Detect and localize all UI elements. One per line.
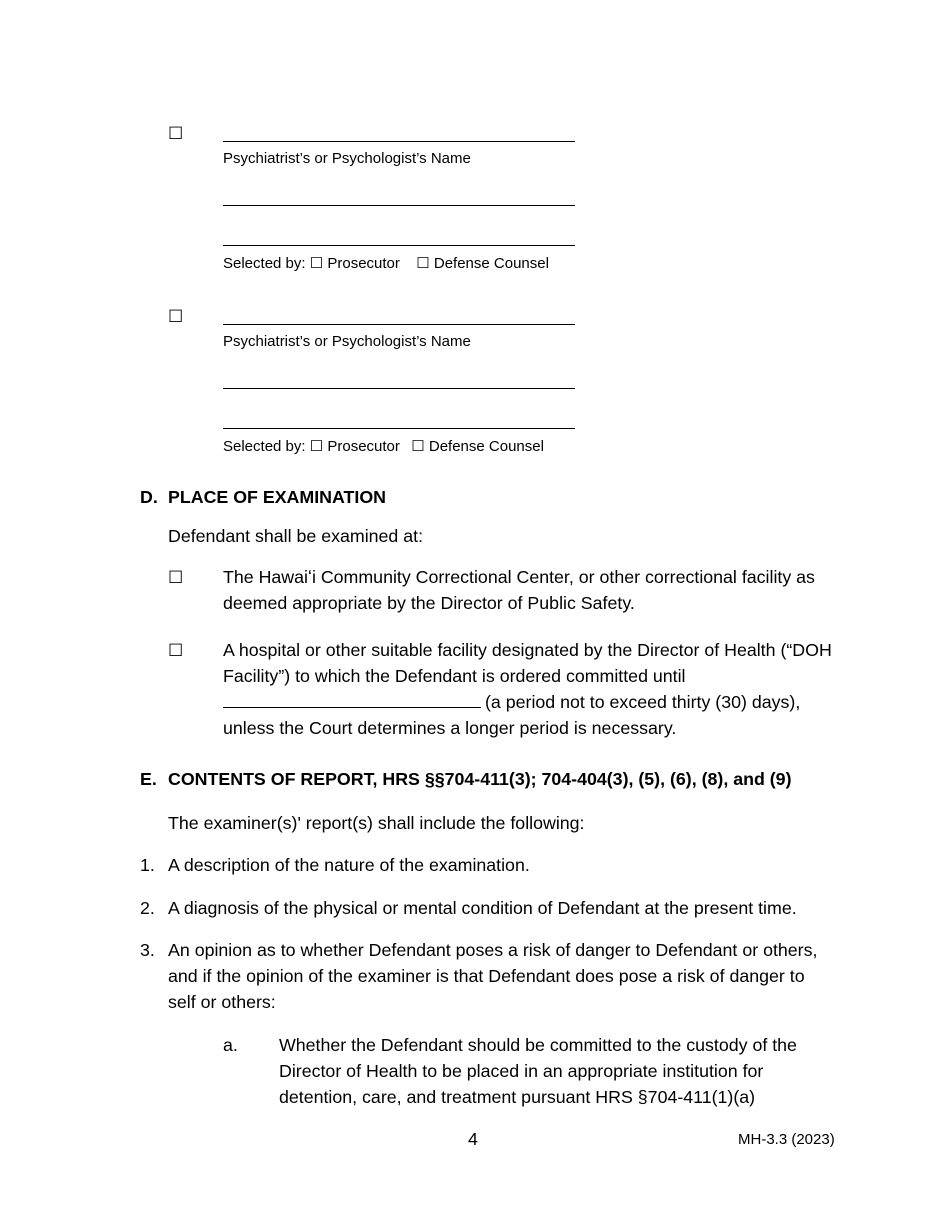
facility-option-2-text xyxy=(223,637,835,741)
defense-counsel-label: Defense Counsel xyxy=(433,255,549,272)
section-e-title: CONTENTS OF REPORT, HRS §§704-411(3); 704-404(3), (5), (6), (8), and (9) xyxy=(168,769,792,789)
examiner-1-name-label: Psychiatrist’s or Psychologist’s Name xyxy=(223,150,471,167)
defense-counsel-checkbox[interactable]: ☐ xyxy=(416,255,430,272)
section-d-intro: Defendant shall be examined at: xyxy=(168,526,424,546)
defense-counsel-checkbox[interactable]: ☐ xyxy=(411,438,425,455)
examiner-2-selected-by xyxy=(223,438,544,456)
examiner-1-address-line-2[interactable] xyxy=(223,245,575,246)
facility-option-2-text-after: (a period not to exceed thirty (30) days), unless the Court determines a longer period is necessary. xyxy=(223,692,801,738)
subitem-a-text: Whether the Defendant should be committed to the custody of the Director of Health to be placed in an appropriate institution for detention, care, and treatment pursuant HRS §704-411(1)(a) xyxy=(279,1035,797,1107)
subitem-a-letter: a. xyxy=(223,1035,238,1055)
facility-option-2-checkbox[interactable]: ☐ xyxy=(168,641,184,660)
item-3-number: 3. xyxy=(140,940,155,960)
examiner-1-address-line-1[interactable] xyxy=(223,205,575,206)
item-2-number: 2. xyxy=(140,898,155,918)
section-d-title: PLACE OF EXAMINATION xyxy=(168,487,386,507)
examiner-1-name-line[interactable] xyxy=(223,141,575,142)
facility-option-2-text-before: A hospital or other suitable facility designated by the Director of Health (“DOH Facility”) to which the Defendant is ordered committed until xyxy=(223,640,832,686)
defense-counsel-label: Defense Counsel xyxy=(428,438,544,455)
examiner-2-address-line-1[interactable] xyxy=(223,388,575,389)
item-1-text: A description of the nature of the examination. xyxy=(168,855,530,875)
item-2-text: A diagnosis of the physical or mental condition of Defendant at the present time. xyxy=(168,898,797,918)
page-number: 4 xyxy=(468,1129,478,1149)
prosecutor-label: Prosecutor xyxy=(327,438,400,455)
examiner-2-checkbox[interactable]: ☐ xyxy=(168,307,184,326)
section-d-letter: D. xyxy=(140,487,158,507)
prosecutor-label: Prosecutor xyxy=(327,255,400,272)
facility-option-1-checkbox[interactable]: ☐ xyxy=(168,568,184,587)
examiner-1-checkbox[interactable]: ☐ xyxy=(168,124,184,143)
selected-by-label: Selected by: xyxy=(223,438,306,455)
examiner-1-selected-by xyxy=(223,255,549,273)
selected-by-label: Selected by: xyxy=(223,255,306,272)
item-1-number: 1. xyxy=(140,855,155,875)
form-code: MH-3.3 (2023) xyxy=(738,1131,835,1148)
item-3-text: An opinion as to whether Defendant poses a risk of danger to Defendant or others, and if the opinion of the examiner is that Defendant does pose a risk of danger to self or others: xyxy=(168,940,818,1012)
prosecutor-checkbox[interactable]: ☐ xyxy=(309,255,324,272)
examiner-2-name-line[interactable] xyxy=(223,324,575,325)
section-e-letter: E. xyxy=(140,769,157,789)
section-e-intro: The examiner(s)' report(s) shall include the following: xyxy=(168,813,585,833)
examiner-2-address-line-2[interactable] xyxy=(223,428,575,429)
prosecutor-checkbox[interactable]: ☐ xyxy=(309,438,324,455)
facility-option-1-text: The Hawaiʻi Community Correctional Center, or other correctional facility as deemed appropriate by the Director of Public Safety. xyxy=(223,567,815,613)
examiner-2-name-label: Psychiatrist’s or Psychologist’s Name xyxy=(223,333,471,350)
commitment-date-blank[interactable] xyxy=(223,690,481,708)
